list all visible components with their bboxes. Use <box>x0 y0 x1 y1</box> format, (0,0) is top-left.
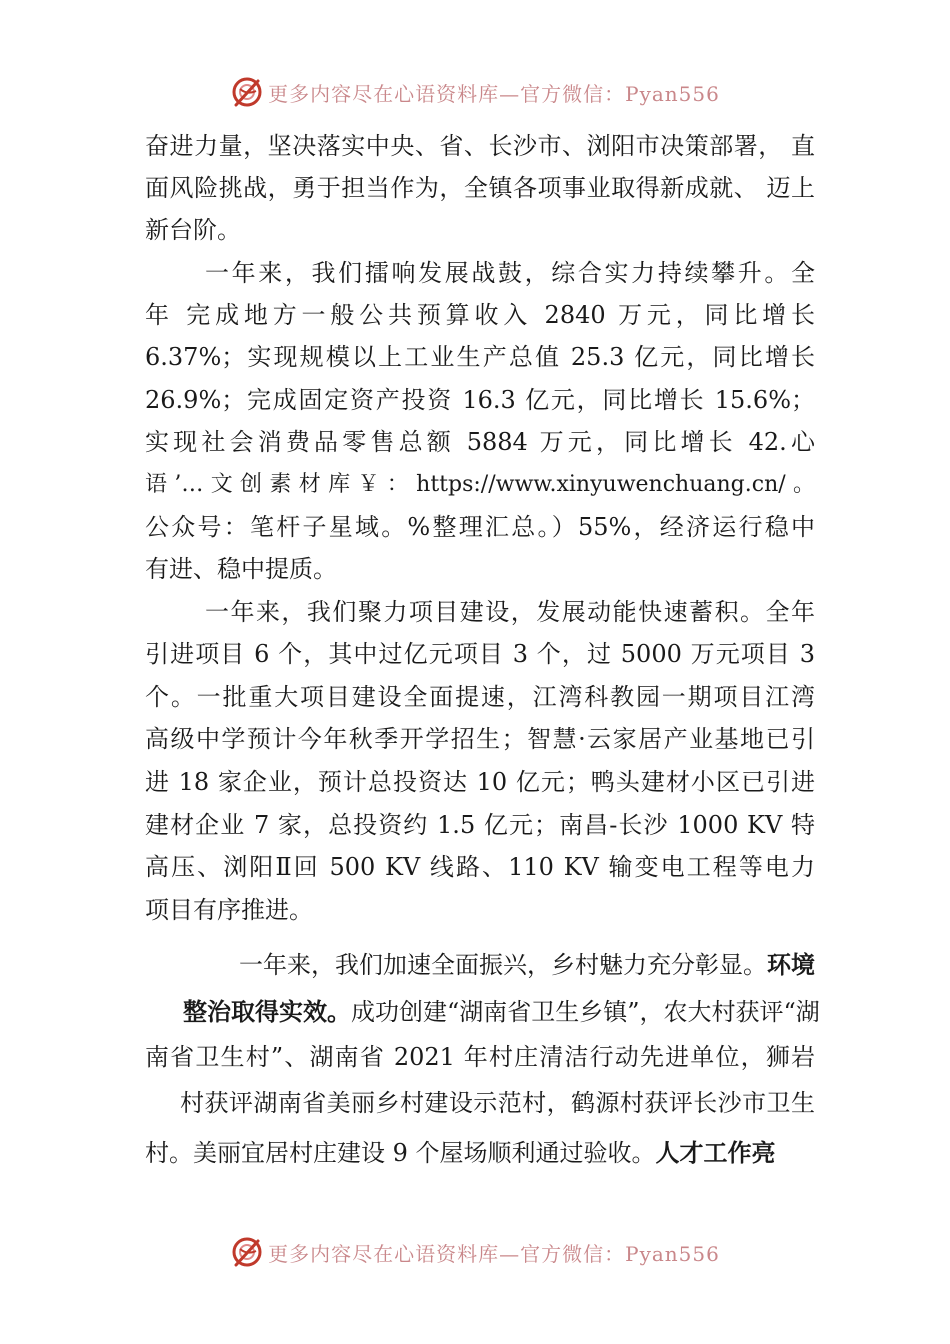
paragraph-2-line-8: 有进、稳中提质。 <box>145 555 337 583</box>
paragraph-2-line-2: 年 完成地方一般公共预算收入 2840 万元，同比增长 <box>145 301 815 329</box>
paragraph-4-line-4: 村获评湖南省美丽乡村建设示范村，鹤源村获评长沙市卫生 <box>180 1089 815 1117</box>
paragraph-3-line-2: 引进项目 6 个，其中过亿元项目 3 个，过 5000 万元项目 3 <box>145 640 815 668</box>
paragraph-1-line-2: 面风险挑战，勇于担当作为，全镇各项事业取得新成就、 迈上 <box>145 174 815 202</box>
paragraph-4-line-1-bold: 环境 <box>767 951 815 979</box>
paragraph-4-line-2-text: 成功创建“湖南省卫生乡镇”，农大村获评“湖 <box>351 998 820 1026</box>
paragraph-4-line-1 <box>230 949 815 981</box>
paragraph-3-line-4: 高级中学预计今年秋季开学招生；智慧·云家居产业基地已引 <box>145 725 815 753</box>
paragraph-2-line-5: 实现社会消费品零售总额 5884 万元，同比增长 42.心 <box>145 428 815 456</box>
paragraph-4-line-5 <box>145 1137 815 1169</box>
brush-logo-icon <box>230 1235 264 1269</box>
paragraph-4-line-5-text: 村。美丽宜居村庄建设 9 个屋场顺利通过验收。 <box>145 1139 656 1167</box>
paragraph-2-line-6: 语’…文创素材库￥：https://www.xinyuwenchuang.cn/。 <box>145 472 815 497</box>
paragraph-3-line-1: 一年来，我们聚力项目建设，发展动能快速蓄积。全年 <box>205 598 815 626</box>
footer-banner-text: 更多内容尽在心语资料库—官方微信：Pyan556 <box>268 1241 720 1266</box>
paragraph-3-line-8: 项目有序推进。 <box>145 896 313 924</box>
paragraph-3-line-7: 高压、浏阳Ⅱ回 500 KV 线路、110 KV 输变电工程等电力 <box>145 853 815 881</box>
paragraph-4-line-5-bold: 人才工作亮 <box>655 1139 776 1167</box>
paragraph-1-line-1: 奋进力量，坚决落实中央、省、长沙市、浏阳市决策部署， 直 <box>145 132 815 160</box>
paragraph-2-line-1: 一年来，我们擂响发展战鼓，综合实力持续攀升。全 <box>205 259 815 287</box>
paragraph-4-line-3: 南省卫生村”、湖南省 2021 年村庄清洁行动先进单位，狮岩 <box>145 1043 815 1071</box>
paragraph-4-line-1-text: 一年来，我们加速全面振兴，乡村魅力充分彰显。 <box>239 951 767 979</box>
paragraph-2-line-3: 6.37%；实现规模以上工业生产总值 25.3 亿元，同比增长 <box>145 343 815 371</box>
brush-logo-icon <box>230 75 264 109</box>
paragraph-3-line-3: 个。一批重大项目建设全面提速，江湾科教园一期项目江湾 <box>145 683 815 711</box>
header-banner-text: 更多内容尽在心语资料库—官方微信：Pyan556 <box>268 81 720 106</box>
paragraph-1-line-3: 新台阶。 <box>145 216 241 244</box>
paragraph-4-line-2 <box>183 996 820 1028</box>
footer-banner <box>0 1232 950 1272</box>
paragraph-4-line-2-bold: 整治取得实效。 <box>183 998 351 1026</box>
paragraph-2-line-7: 公众号：笔杆子星域。%整理汇总。）55%，经济运行稳中 <box>145 513 815 541</box>
paragraph-3-line-5: 进 18 家企业，预计总投资达 10 亿元；鸭头建材小区已引进 <box>145 768 815 796</box>
paragraph-2-line-4: 26.9%；完成固定资产投资 16.3 亿元，同比增长 15.6%； <box>145 386 815 414</box>
paragraph-3-line-6: 建材企业 7 家，总投资约 1.5 亿元；南昌-长沙 1000 KV 特 <box>145 811 815 839</box>
header-banner <box>0 72 950 112</box>
